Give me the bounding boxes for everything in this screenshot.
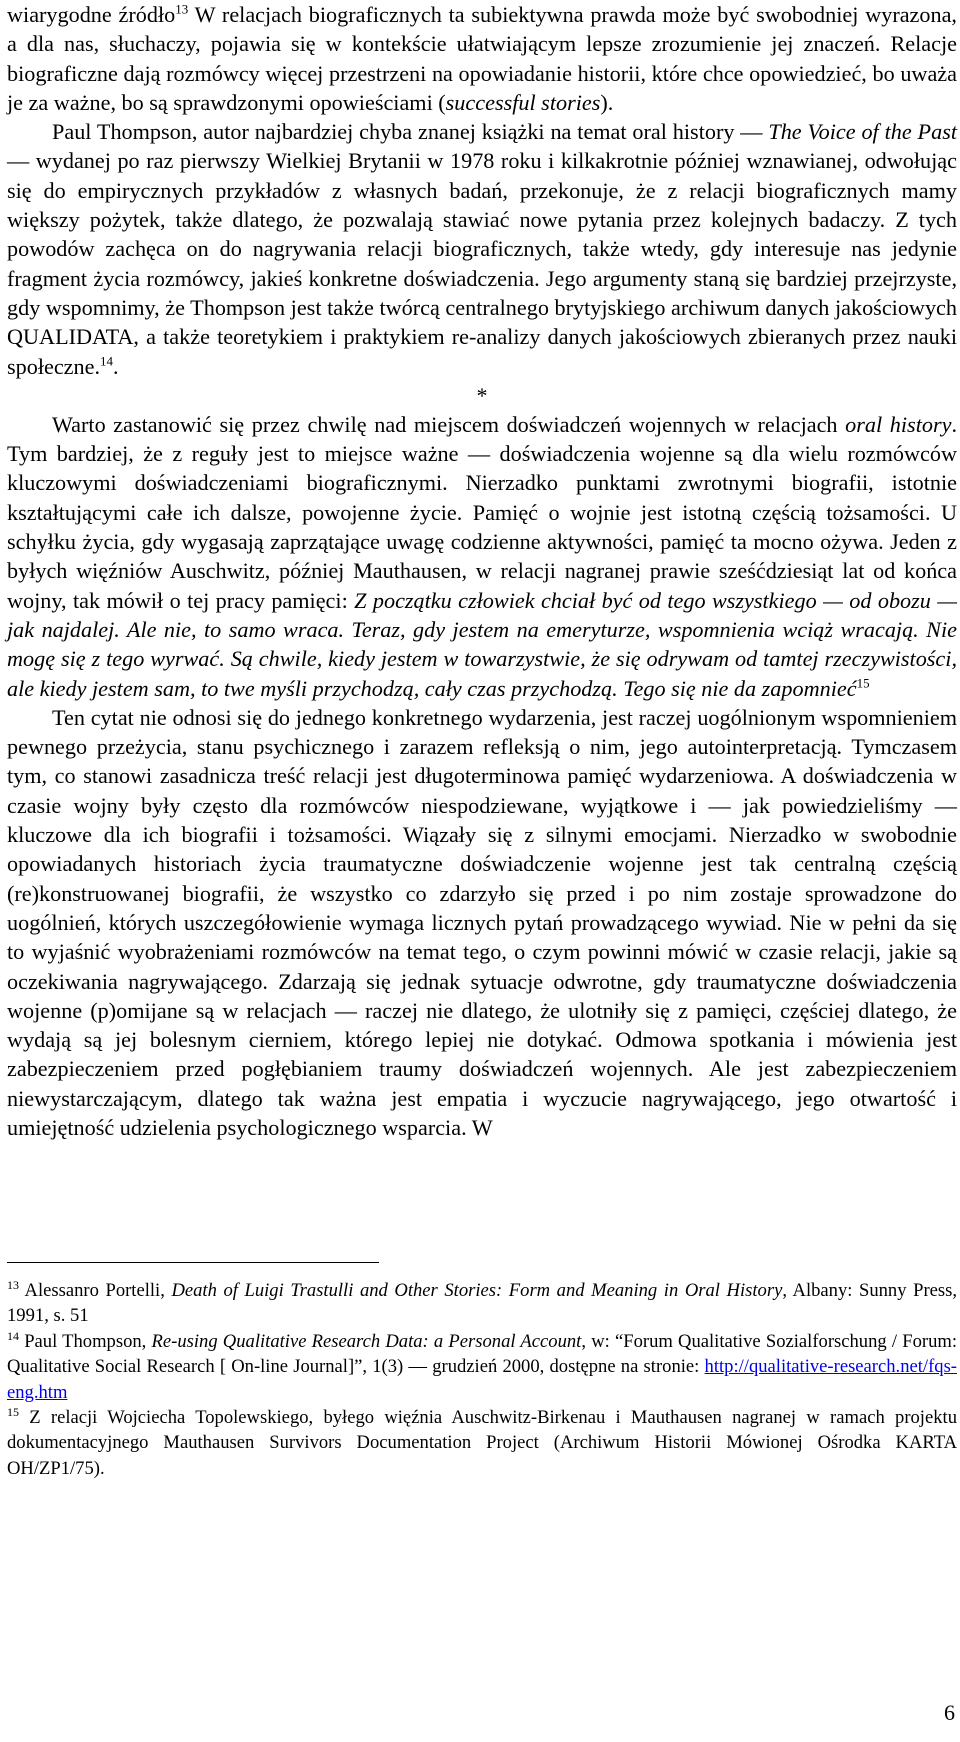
footnote-ref-15[interactable]: 15 [856,675,870,691]
text-run: Alessanro Portelli, [19,1280,172,1301]
text-run: . Tym bardziej, że z reguły jest to miejsce ważne — doświadczenia wojenne są dla wielu rozmówców kluczowymi doświadczeniami biograficznymi. Nierzadko punktami zwrotnymi biografii, istotnie kształtującymi całe ich dalsze, powojenne życie. Pamięć o wojnie jest istotną częścią tożsamości. U schyłku życia, gdy wygasają zaprzątające uwagę codzienne aktywności, pamięć ta mocno ożywa. Jeden z byłych więźniów Auschwitz, później Mauthausen, w relacji nagranej prawie sześćdziesiąt lat od końca wojny, tak mówił o tej pracy pamięci: [7,411,957,613]
text-run: Warto zastanowić się przez chwilę nad miejscem doświadczeń wojennych w relacjach [52,411,846,437]
footnotes [7,1278,957,1481]
italic-text: Re-using Qualitative Research Data: a Personal Account [151,1330,582,1352]
footnote-number: 13 [7,1277,19,1292]
quotation: Z początku człowiek chciał być od tego wszystkiego — od obozu — jak najdalej. Ale nie, to samo wraca. Teraz, gdy jestem na emeryturze, wspomnienia wciąż wracają. Nie mogę się z tego wyrwać. Są chwile, kiedy jestem w towarzystwie, że się odrywam od tamtej rzeczywistości, ale kiedy jestem sam, to twe myśli przychodzą, cały czas przychodzą. Tego się nie da zapomnieć [7,587,957,701]
text-run: , Albany: Sunny Press, 1991, s. 51 [7,1280,958,1327]
text-run: ). [600,89,614,115]
main-text [7,0,957,1142]
footnote-number: 14 [7,1328,19,1343]
page-number: 6 [944,1700,955,1725]
text-run: , w: “Forum Qualitative Sozialforschung / Forum: Qualitative Social Research [ On-line Journal]”, 1(3) — grudzień 2000, dostępne na stronie: [7,1330,958,1378]
paragraph-2 [7,117,957,381]
footnote-13 [7,1278,957,1329]
italic-text: Death of Luigi Trastulli and Other Stories: Form and Meaning in Oral History [171,1280,783,1301]
book-title: The Voice of the Past [768,119,957,145]
footnote-divider [7,1262,379,1263]
text-run: W relacjach biograficznych ta subiektywna prawda może być swobodniej wyrazona, a dla nas, słuchaczy, pojawia się w kontekście ułatwiającym lepsze zrozumienie jej znaczeń. Relacje biograficzne dają rozmówcy więcej przestrzeni na opowiadanie historii, które chce opowiedzieć, bo uważa je za ważne, bo są sprawdzonymi opowieściami ( [7,2,957,115]
paragraph-3 [7,410,957,703]
text-run: . [113,353,119,379]
italic-text: oral history [845,411,952,437]
text-run: Z relacji Wojciecha Topolewskiego, byłego więźnia Auschwitz-Birkenau i Mauthausen nagranej w ramach projektu dokumentacyjnego Mauthausen Survivors Documentation Project (Archiwum Historii Mówionej Ośrodka KARTA OH/ZP1/75). [7,1407,957,1479]
footnote-14 [7,1329,957,1405]
paragraph-1 [7,0,957,117]
footnote-15 [7,1405,957,1481]
footnote-ref-13[interactable]: 13 [175,1,189,17]
footnote-ref-14[interactable]: 14 [100,353,114,369]
section-separator: * [476,382,488,408]
text-run: — wydanej po raz pierwszy Wielkiej Brytanii w 1978 roku i kilkakrotnie później wznawianej, odwołując się do empirycznych przykładów z własnych badań, przekonuje, że z relacji biograficznych mamy większy pożytek, także dlatego, że pozwalają stawiać nowe pytania przez kolejnych badaczy. Z tych powodów zachęca on do nagrywania relacji biograficznych, także wtedy, gdy interesuje nas jedynie fragment życia rozmówcy, jakieś konkretne doświadczenia. Jego argumenty staną się bardziej przejrzyste, gdy wspomnimy, że Thompson jest także twórcą centralnego brytyjskiego archiwum danych jakościowych QUALIDATA, a także teoretykiem i praktykiem re-analizy danych jakościowych zbieranych przez nauki społeczne. [7,148,957,379]
text-run: Paul Thompson, autor najbardziej chyba znanej książki na temat oral history — [52,119,769,145]
document-page [7,0,958,1479]
text-run: Paul Thompson, [19,1330,152,1352]
source-link[interactable]: http://qualitative-research.net/fqs-eng.htm [7,1356,957,1403]
text-run: wiarygodne źródło [7,2,176,27]
italic-text: successful stories [445,89,601,115]
paragraph-4: Ten cytat nie odnosi się do jednego konkretnego wydarzenia, jest raczej uogólnionym wspomnieniem pewnego przeżycia, stanu psychicznego i zarazem refleksją o nim, jego autointerpretacją. Tymczasem tym, co stanowi zasadnicza treść relacji jest długoterminowa pamięć wydarzeniowa. A doświadczenia w czasie wojny były często dla rozmówców niespodziewane, wyjątkowe i — jak powiedzieliśmy — kluczowe dla ich biografii i tożsamości. Wiązały się z silnymi emocjami. Nierzadko w swobodnie opowiadanych historiach życia traumatyczne doświadczenie wojenne jest tak centralną częścią (re)konstruowanej biografii, że wszystko co zdarzyło się przed i po nim zostaje sprowadzone do uogólnień, których uszczegółowienie wymaga licznych pytań prowadzącego wywiad. Nie w pełni da się to wyjaśnić wyobrażeniami rozmówców na temat tego, o czym powinni mówić w czasie relacji, jakie są oczekiwania nagrywającego. Zdarzają się jednak sytuacje odwrotne, gdy traumatyczne doświadczenia wojenne (p)omijane są w relacjach — raczej nie dlatego, że ulotniły się z pamięci, częściej dlatego, że wydają są jej bolesnym cierniem, którego lepiej nie dotykać. Odmowa spotkania i mówienia jest zabezpieczeniem przed pogłębianiem traumy doświadczeń wojennych. Ale jest zabezpieczeniem niewystarczającym, dlatego tak ważna jest empatia i wyczucie nagrywającego, jego otwartość i umiejętność udzielenia psychologicznego wsparcia. W [7,704,957,1140]
footnote-number: 15 [7,1404,19,1419]
